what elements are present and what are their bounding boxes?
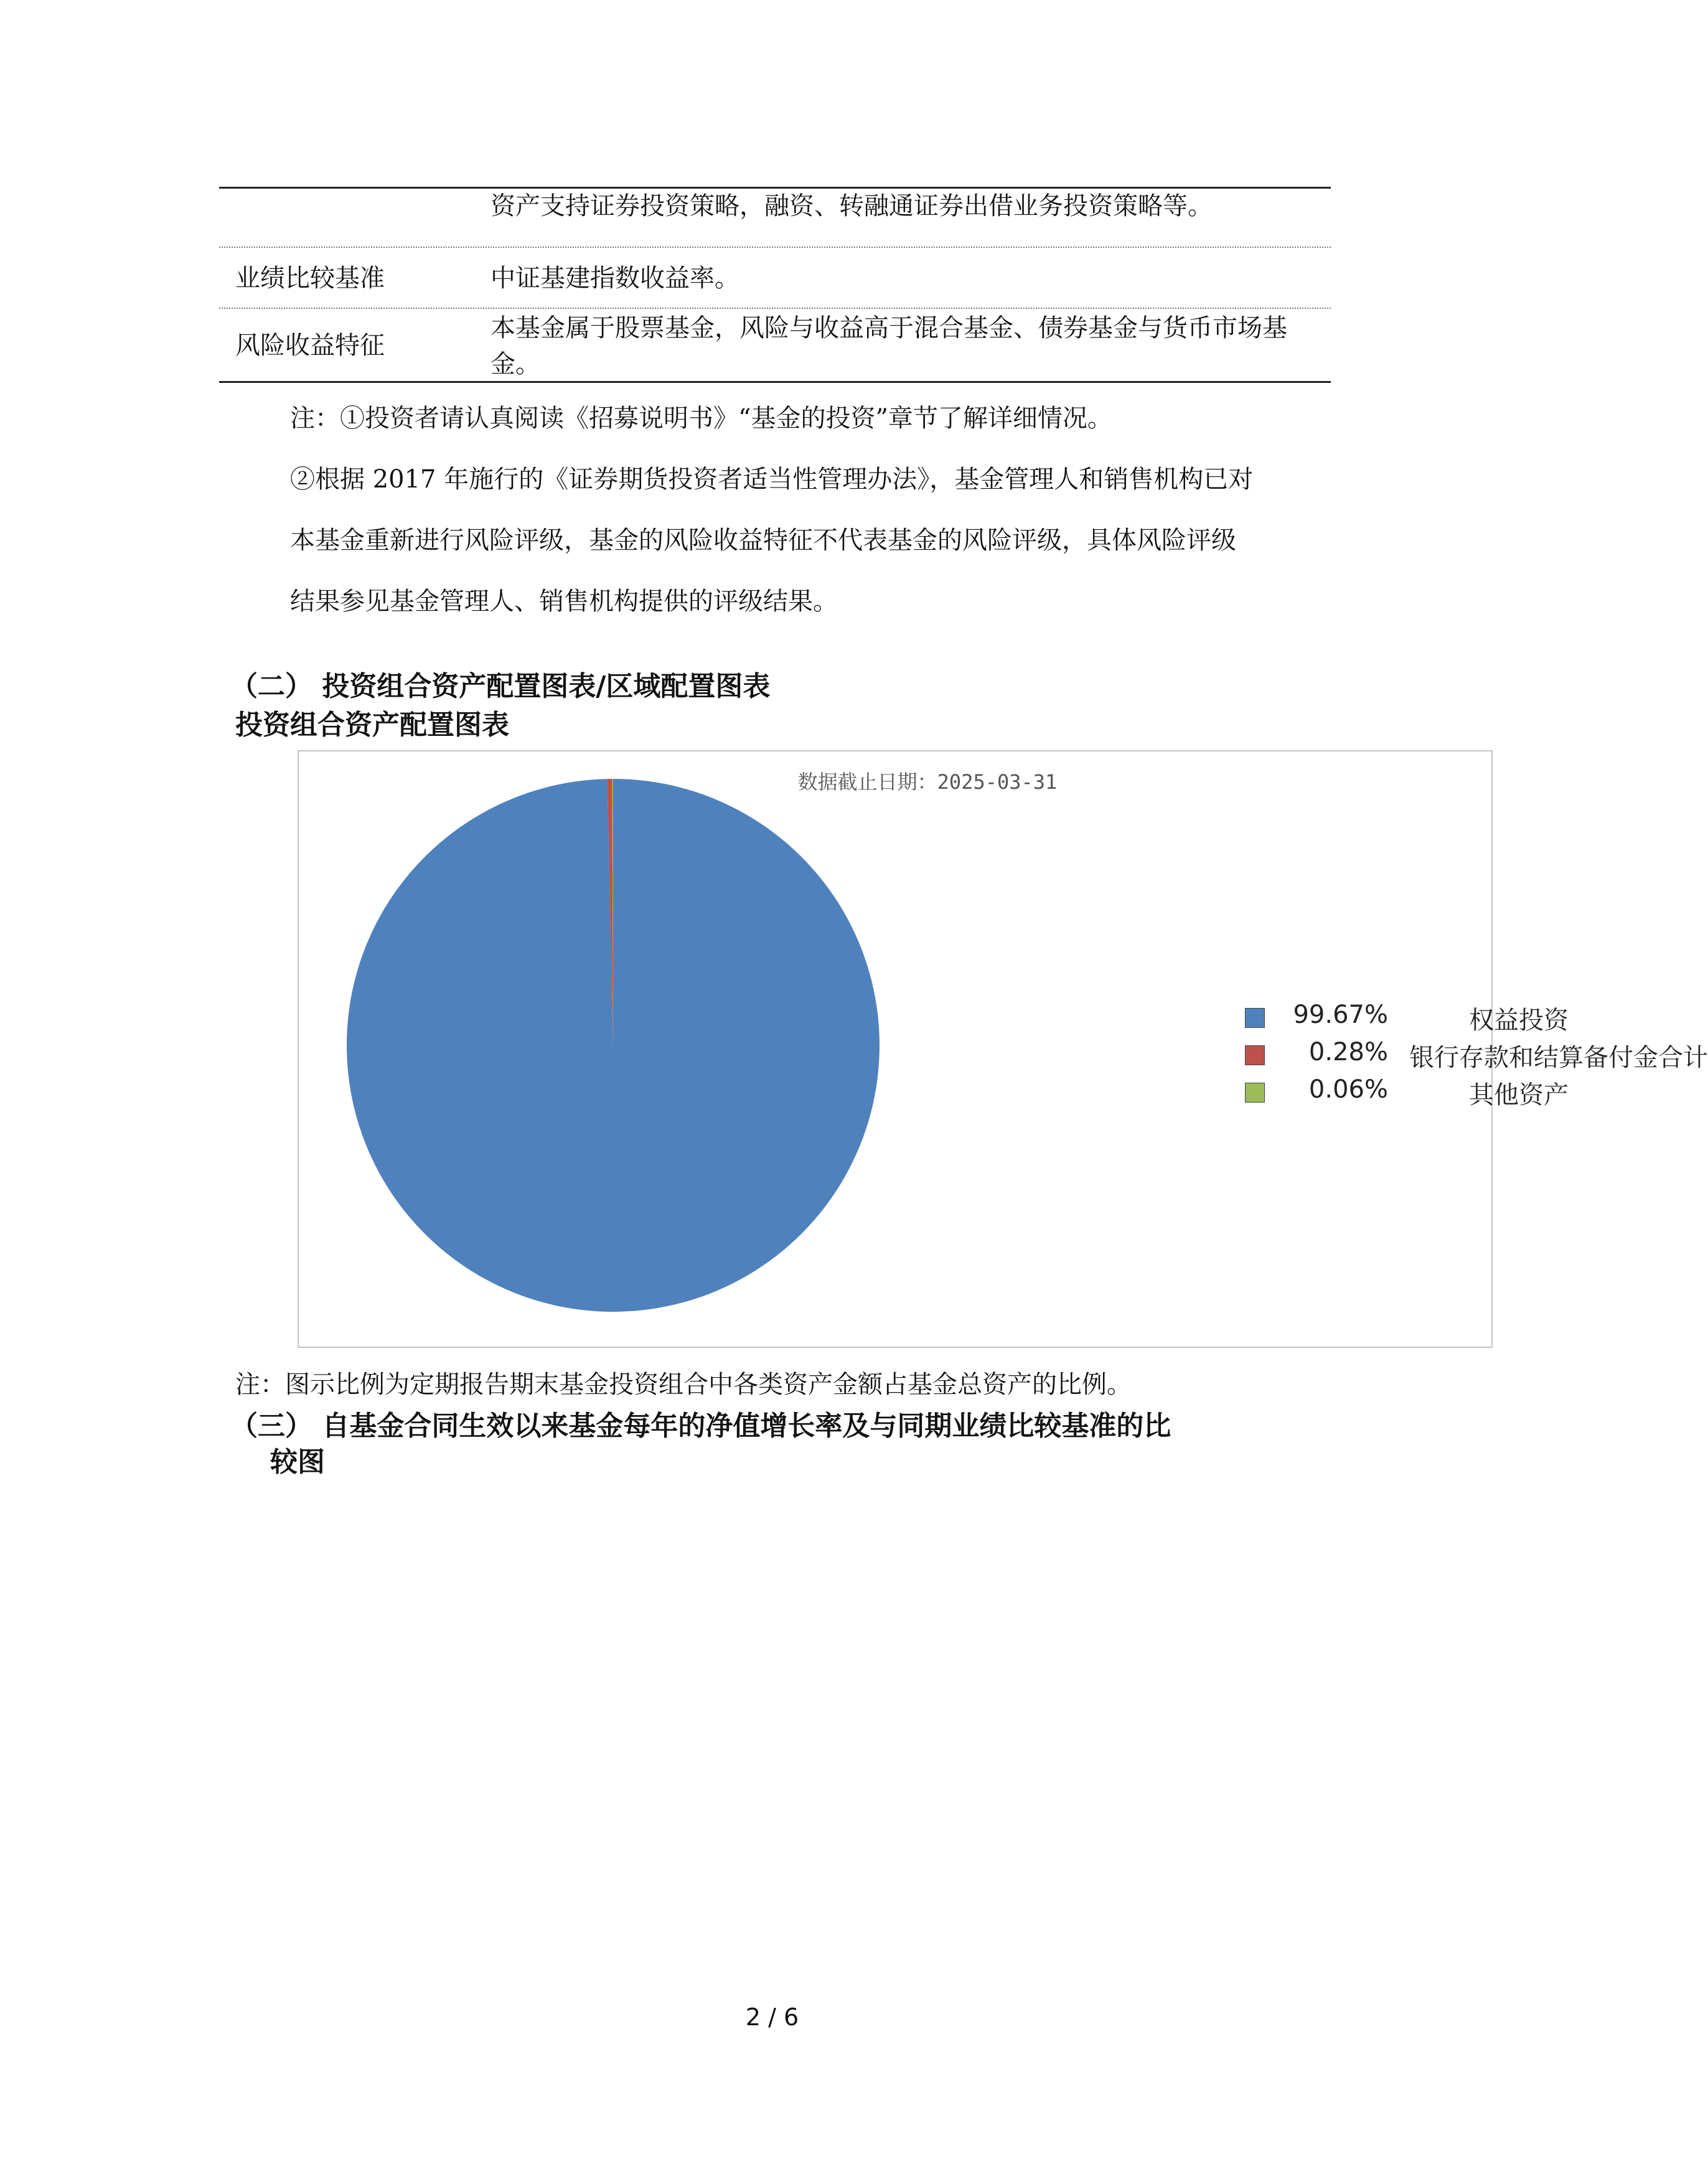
legend-label: 其他资产 — [1469, 1081, 1569, 1109]
legend-label: 银行存款和结算备付金合计 — [1409, 1043, 1708, 1072]
legend-value: 0.28% — [1308, 1038, 1388, 1066]
asset-allocation-chart — [298, 750, 1708, 1348]
chart-title: 数据截止日期：2025-03-31 — [797, 770, 1058, 794]
legend-value: 99.67% — [1293, 1000, 1388, 1029]
table-row-divider — [219, 308, 1331, 309]
table-row2-value: 本基金属于股票基金，风险与收益高于混合基金、债券基金与货币市场基金。 — [490, 314, 1287, 379]
note-line-1: 注：①投资者请认真阅读《招募说明书》“基金的投资”章节了解详细情况。 — [290, 404, 1112, 433]
chart-note: 注：图示比例为定期报告期末基金投资组合中各类资产金额占基金总资产的比例。 — [235, 1370, 1132, 1399]
legend-value: 0.06% — [1308, 1075, 1388, 1104]
section-heading: （三） 自基金合同生效以来基金每年的净值增长率及与同期业绩比较基准的比 — [230, 1410, 1171, 1442]
table-row1-label: 业绩比较基准 — [235, 264, 385, 293]
table-bottom-rule — [219, 381, 1331, 383]
note-line-4: 结果参见基金管理人、销售机构提供的评级结果。 — [290, 587, 838, 616]
note-line-2: ②根据 2017 年施行的《证券期货投资者适当性管理办法》，基金管理人和销售机构已对 — [290, 465, 1254, 494]
table-row0-value: 资产支持证券投资策略，融资、转融通证券出借业务投资策略等。 — [490, 192, 1213, 220]
section-heading: （二） 投资组合资产配置图表/区域配置图表 — [230, 671, 771, 702]
table-row2-label: 风险收益特征 — [235, 331, 385, 360]
table-row-divider — [219, 247, 1331, 248]
section-heading-continued: 较图 — [270, 1446, 325, 1478]
legend-label: 权益投资 — [1469, 1006, 1569, 1035]
page-number: 2 / 6 — [745, 2003, 799, 2031]
note-line-3: 本基金重新进行风险评级，基金的风险收益特征不代表基金的风险评级，具体风险评级 — [290, 526, 1236, 555]
table-row1-value: 中证基建指数收益率。 — [490, 264, 739, 293]
section-subheading: 投资组合资产配置图表 — [235, 709, 509, 741]
